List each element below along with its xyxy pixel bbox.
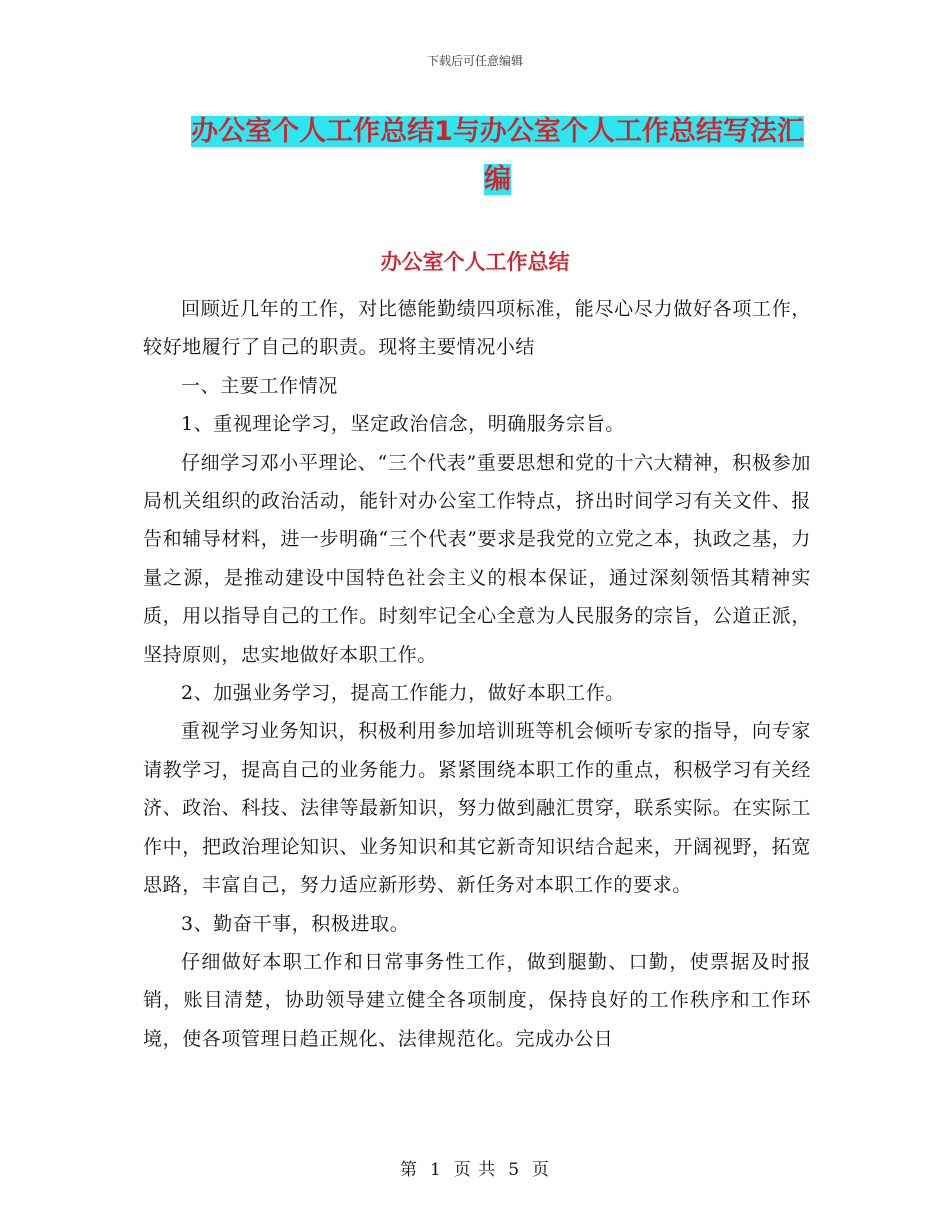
total-pages-number: 5 [508,1160,521,1180]
page-label-prefix: 第 [399,1160,418,1180]
paragraph: 仔细做好本职工作和日常事务性工作，做到腿勤、口勤，使票据及时报销，账目清楚，协助领导建立健全各项制度，保持良好的工作秩序和工作环境，使各项管理日趋正规化、法律规范化。完成办公日 [143,950,811,1050]
paragraph: 重视学习业务知识，积极利用参加培训班等机会倾听专家的指导，向专家请教学习，提高自己的业务能力。紧紧围绕本职工作的重点，积极学习有关经济、政治、科技、法律等最新知识，努力做到融汇贯穿，联系实际。在实际工作中，把政治理论知识、业务知识和其它新奇知识结合起来，开阔视野，拓宽思路，丰富自己，努力适应新形势、新任务对本职工作的要求。 [143,720,811,897]
paragraph: 3、勤奋干事，积极进取。 [181,912,410,935]
current-page-number: 1 [429,1160,442,1180]
paragraph: 仔细学习邓小平理论、“三个代表”重要思想和党的十六大精神，积极参加局机关组织的政治活动，能针对办公室工作特点，挤出时间学习有关文件、报告和辅导材料，进一步明确“三个代表”要求是我党的立党之本，执政之基，力量之源，是推动建设中国特色社会主义的根本保证，通过深刻领悟其精神实质，用以指导自己的工作。时刻牢记全心全意为人民服务的宗旨，公道正派，坚持原则，忠实地做好本职工作。 [143,451,811,666]
header-note: 下载后可任意编辑 [426,54,523,68]
paragraph: 回顾近几年的工作，对比德能勤绩四项标准，能尽心尽力做好各项工作，较好地履行了自己的职责。现将主要情况小结 [143,298,811,359]
section-title: 办公室个人工作总结 [380,250,570,274]
page-label-suffix: 页 [532,1160,551,1180]
page-label-mid: 页 共 [453,1160,497,1180]
paragraph: 2、加强业务学习，提高工作能力，做好本职工作。 [181,682,625,705]
document-body [143,290,811,1058]
page-footer [0,1155,950,1180]
document-title-text: 办公室个人工作总结1与办公室个人工作总结写法汇编 [191,116,804,195]
paragraph: 1、重视理论学习，坚定政治信念，明确服务宗旨。 [181,413,625,436]
document-title [185,108,810,204]
paragraph: 一、主要工作情况 [181,374,338,397]
